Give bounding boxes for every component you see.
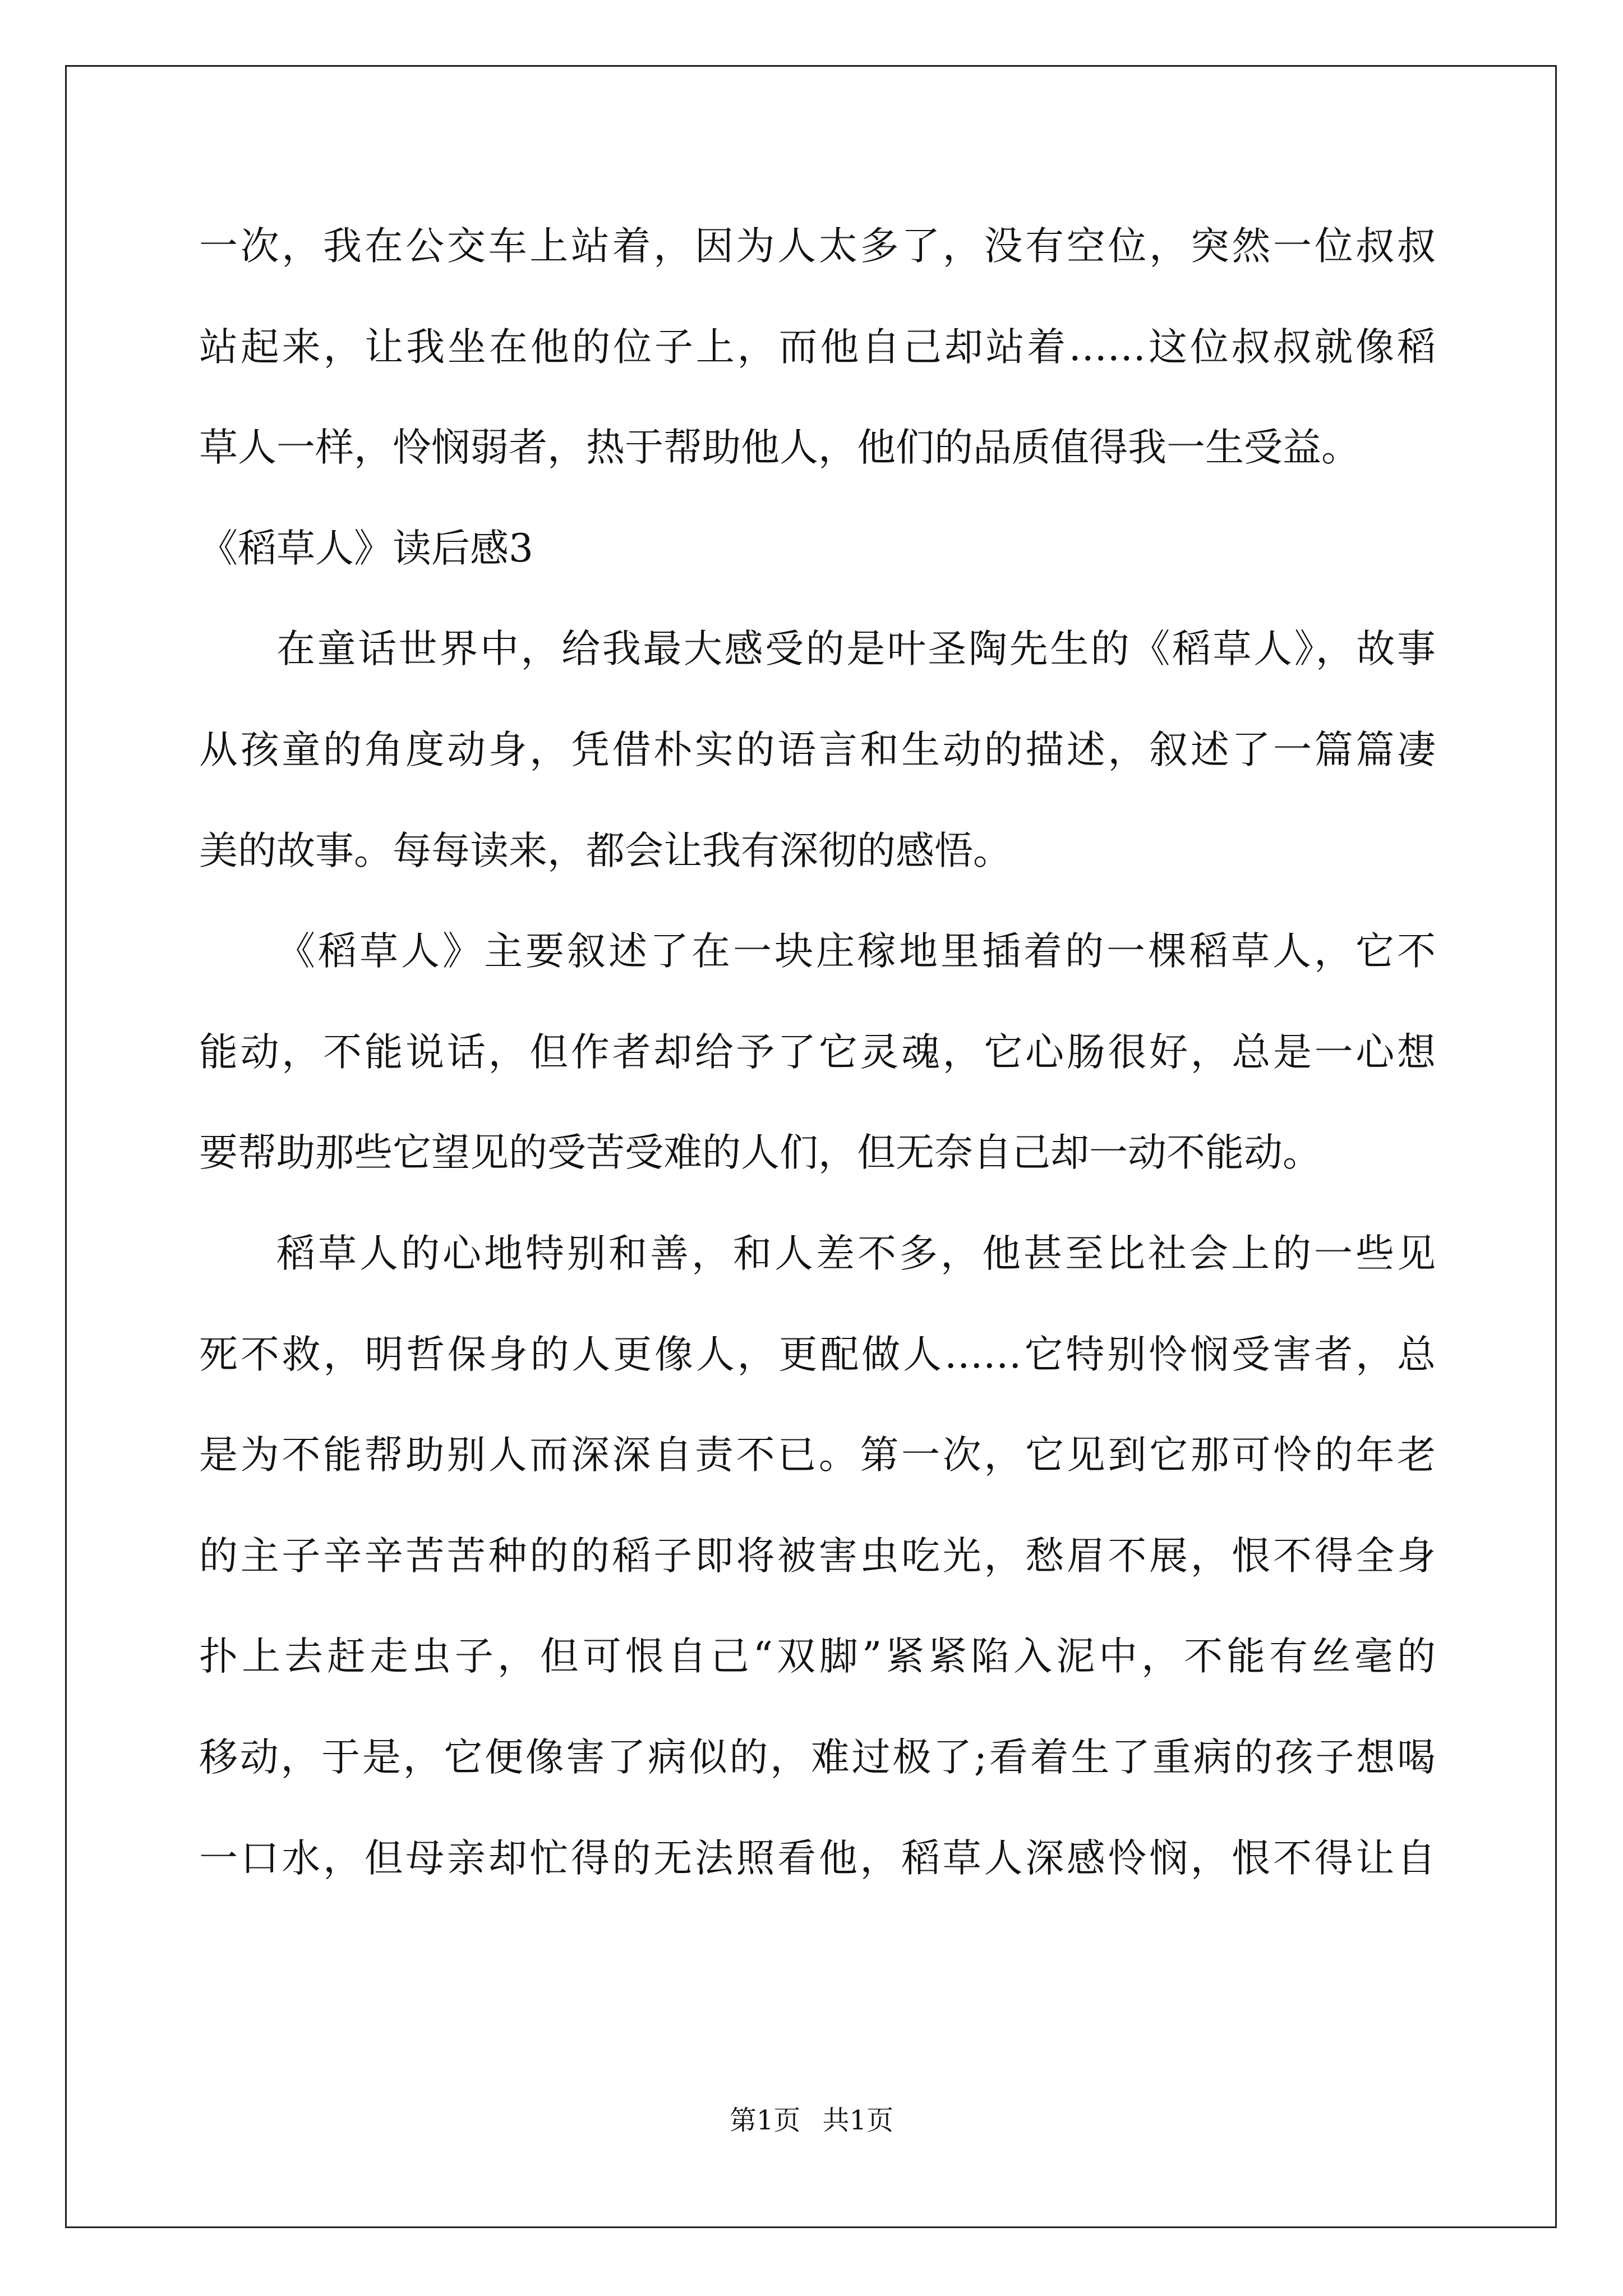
text-line: 草人一样，怜悯弱者，热于帮助他人，他们的品质值得我一生受益。 xyxy=(199,425,1360,471)
text-line: 能动，不能说话，但作者却给予了它灵魂，它心肠很好，总是一心想 xyxy=(199,1029,1436,1075)
text-line: 美的故事。每每读来，都会让我有深彻的感悟。 xyxy=(199,828,1012,873)
page-footer xyxy=(0,2104,1623,2137)
text-line: 扑上去赶走虫子，但可恨自己“双脚”紧紧陷入泥中，不能有丝毫的 xyxy=(199,1634,1436,1680)
page-number: 第1页 xyxy=(729,2105,801,2136)
text-line: 从孩童的角度动身，凭借朴实的语言和生动的描述，叙述了一篇篇凄 xyxy=(199,727,1436,772)
document-body xyxy=(199,196,1436,1909)
text-line: 一口水，但母亲却忙得的无法照看他，稻草人深感怜悯，恨不得让自 xyxy=(199,1835,1436,1881)
text-line: 一次，我在公交车上站着，因为人太多了，没有空位，突然一位叔叔 xyxy=(199,224,1436,269)
text-line: 在童话世界中，给我最大感受的是叶圣陶先生的《稻草人》，故事 xyxy=(276,627,1436,672)
text-line: 死不救，明哲保身的人更像人，更配做人……它特别怜悯受害者，总 xyxy=(199,1332,1436,1377)
page-total: 共1页 xyxy=(822,2105,894,2136)
text-line: 的主子辛辛苦苦种的的稻子即将被害虫吃光，愁眉不展，恨不得全身 xyxy=(199,1533,1436,1579)
section-heading: 《稻草人》读后感3 xyxy=(199,526,533,571)
text-line: 《稻草人》主要叙述了在一块庄稼地里插着的一棵稻草人，它不 xyxy=(276,929,1436,974)
text-line: 站起来，让我坐在他的位子上，而他自己却站着……这位叔叔就像稻 xyxy=(199,324,1436,370)
text-line: 稻草人的心地特别和善，和人差不多，他甚至比社会上的一些见 xyxy=(276,1231,1436,1276)
text-line: 移动，于是，它便像害了病似的，难过极了;看着生了重病的孩子想喝 xyxy=(199,1734,1436,1780)
text-line: 要帮助那些它望见的受苦受难的人们，但无奈自己却一动不能动。 xyxy=(199,1130,1321,1176)
text-line: 是为不能帮助别人而深深自责不已。第一次，它见到它那可怜的年老 xyxy=(199,1433,1436,1478)
